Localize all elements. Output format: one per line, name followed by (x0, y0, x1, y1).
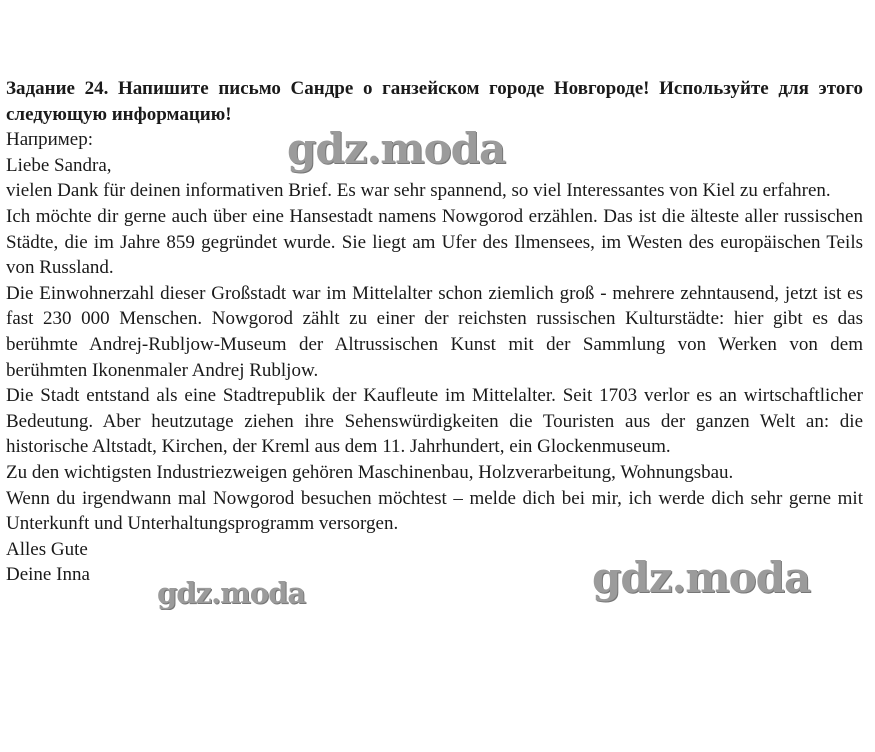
letter-signature: Deine Inna (6, 564, 90, 586)
watermark-top: gdz.moda (287, 124, 506, 173)
letter-paragraph-1: vielen Dank für deinen informativen Brief. Es war sehr spannend, so viel Interessantes von Kiel zu erfahren. (6, 180, 831, 202)
letter-paragraph-5: Zu den wichtigsten Industriezweigen gehören Maschinenbau, Holzverarbeitung, Wohnungsbau. (6, 461, 734, 483)
example-label: Например: (6, 129, 93, 151)
letter-paragraph-4: Die Stadt entstand als eine Stadtrepublik der Kaufleute im Mittelalter. Seit 1703 verlor es an wirtschaftlicher Bedeutung. Aber heutzutage ziehen ihre Sehenswürdigkeiten die Touristen aus der ganzen Welt an: die historische Altstadt, Kirchen, der Kreml aus dem 11. Jahrhundert, ein Glockenmuseum. (6, 385, 863, 458)
task-heading: Задание 24. Напишите письмо Сандре о ганзейском городе Новгороде! Используйте для этого следующую информацию! (6, 78, 863, 125)
watermark-bottom-left: gdz.moda (157, 576, 306, 610)
letter-paragraph-2: Ich möchte dir gerne auch über eine Hansestadt namens Nowgorod erzählen. Das ist die älteste aller russischen Städte, die im Jahre 859 gegründet wurde. Sie liegt am Ufer des Ilmensees, im Westen des europäischen Teils von Russland. (6, 205, 863, 279)
letter-paragraph-6: Wenn du irgendwann mal Nowgorod besuchen möchtest – melde dich bei mir, ich werde dich sehr gerne mit Unterkunft und Unterhaltungsprogramm versorgen. (6, 487, 863, 535)
letter-paragraph-3: Die Einwohnerzahl dieser Großstadt war im Mittelalter schon ziemlich groß - mehrere zehntausend, jetzt ist es fast 230 000 Menschen. Nowgorod zählt zu einer der reichsten russischen Kulturstädte: hier gibt es das berühmte Andrej-Rubljow-Museum der Altrussischen Kunst mit der Sammlung von Werken von dem berühmten Ikonenmaler Andrej Rubljow. (6, 282, 863, 381)
letter-closing: Alles Gute (6, 538, 88, 560)
watermark-bottom-right: gdz.moda (592, 553, 811, 602)
letter-greeting: Liebe Sandra, (6, 154, 112, 176)
